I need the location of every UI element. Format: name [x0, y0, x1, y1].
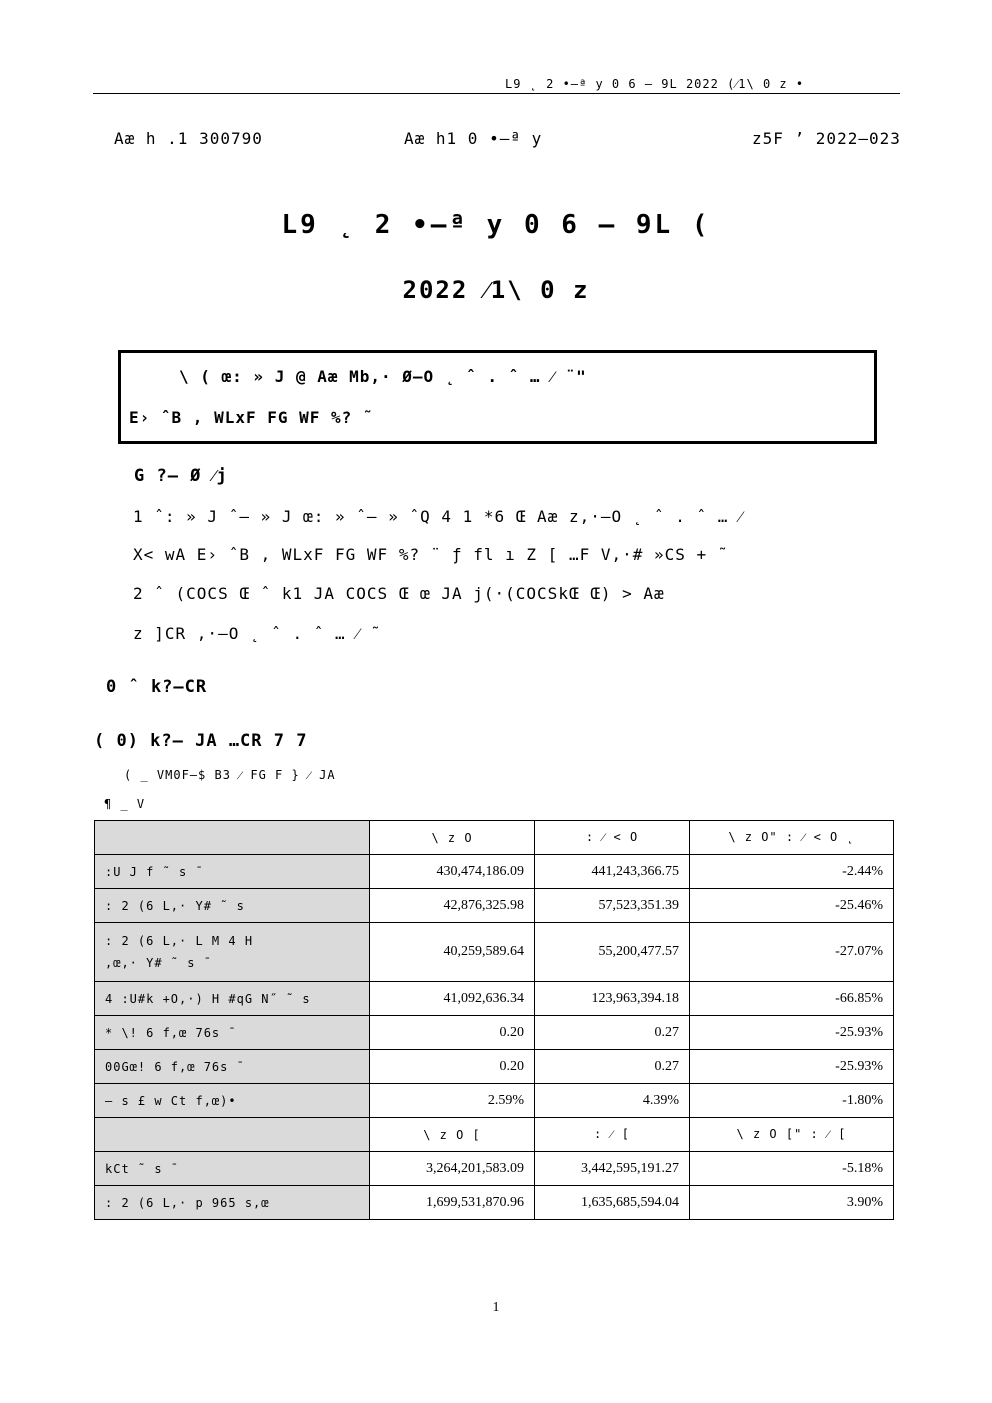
period-end-value: 3,264,201,583.09: [370, 1152, 535, 1186]
current-period-value: 41,092,636.34: [370, 982, 535, 1016]
body-line-1: 1 ˆ: » J ˆ– » J œ: » ˆ– » ˆQ 4 1 *6 Œ Aæ z,·–O ˛ ˆ . ˆ … ⁄: [133, 507, 743, 526]
header-cell: \ z O [" : ⁄ [: [690, 1118, 894, 1152]
row-label-line-1: : 2 (6 L,· L M 4 H: [105, 934, 254, 948]
body-line-2: X< wA E› ˆB , WLxF FG WF %? ¨ ƒ fl ı Z [ …F V,·# »CS + ˜: [133, 545, 729, 564]
prior-year-end-value: 3,442,595,191.27: [535, 1152, 690, 1186]
row-label: 4 :U#k +O,·) H #qG N˝ ˜ s: [95, 982, 370, 1016]
prior-period-value: 4.39%: [535, 1084, 690, 1118]
row-label: 00Gœ! 6 f,œ 76s ¯: [95, 1050, 370, 1084]
change-value: 3.90%: [690, 1186, 894, 1220]
table-row: [95, 889, 894, 923]
header-cell: \ z O" : ⁄ < O ˛: [690, 821, 894, 855]
prior-period-value: 57,523,351.39: [535, 889, 690, 923]
header-cell: [95, 821, 370, 855]
table-note: ( _ VM0F–$ B3 ⁄ FG F } ⁄ JA: [124, 768, 336, 782]
header-cell: \ z O: [370, 821, 535, 855]
table-row: [95, 1084, 894, 1118]
page-number: 1: [492, 1300, 500, 1315]
header-cell: : ⁄ [: [535, 1118, 690, 1152]
table-header-row: [95, 1118, 894, 1152]
section-heading: 0 ˆ k?–CR: [106, 677, 208, 697]
prior-period-value: 441,243,366.75: [535, 855, 690, 889]
prior-period-value: 0.27: [535, 1050, 690, 1084]
change-value: -5.18%: [690, 1152, 894, 1186]
change-value: -2.44%: [690, 855, 894, 889]
stock-abbreviation: Aæ h1 0 •–ª y: [404, 129, 543, 148]
notice-line-1: \ ( œ: » J @ Aæ Mb,· Ø–O ˛ ˆ . ˆ … ⁄ ¨": [179, 367, 587, 386]
table-row: [95, 1016, 894, 1050]
prior-period-value: 55,200,477.57: [535, 923, 690, 982]
body-line-3: 2 ˆ (COCS Œ ˆ k1 JA COCS Œ œ JA j(·(COCSkŒ Œ) > Aæ: [133, 584, 665, 603]
change-value: -25.93%: [690, 1050, 894, 1084]
body-line-4: z ]CR ,·–O ˛ ˆ . ˆ … ⁄ ˜: [133, 624, 382, 643]
table-header-row: [95, 821, 894, 855]
subsection-heading: ( 0) k?– JA …CR 7 7: [94, 731, 308, 751]
table-row: [95, 923, 894, 982]
prior-year-end-value: 1,635,685,594.04: [535, 1186, 690, 1220]
document-title: L9 ˛ 2 •–ª y 0 6 – 9L (: [281, 210, 711, 240]
row-label: * \! 6 f,œ 76s ¯: [95, 1016, 370, 1050]
unit-label: ¶ _ V: [104, 797, 146, 811]
current-period-value: 0.20: [370, 1050, 535, 1084]
row-label: – s £ w Ct f,œ)•: [95, 1084, 370, 1118]
header-cell: \ z O [: [370, 1118, 535, 1152]
stock-code: Aæ h .1 300790: [114, 129, 263, 148]
current-period-value: 430,474,186.09: [370, 855, 535, 889]
row-label: :U J f ˜ s ¯: [95, 855, 370, 889]
prior-period-value: 0.27: [535, 1016, 690, 1050]
row-label: : 2 (6 L,· p 965 s,œ: [95, 1186, 370, 1220]
table-row: [95, 855, 894, 889]
row-label: : 2 (6 L,· Y# ˜ s: [95, 889, 370, 923]
current-period-value: 0.20: [370, 1016, 535, 1050]
change-value: -25.93%: [690, 1016, 894, 1050]
current-period-value: 2.59%: [370, 1084, 535, 1118]
table-row: [95, 982, 894, 1016]
header-divider: [93, 93, 900, 94]
financial-data-table: [94, 820, 894, 1220]
prior-period-value: 123,963,394.18: [535, 982, 690, 1016]
header-cell: [95, 1118, 370, 1152]
important-heading: G ?– Ø ⁄j: [134, 466, 228, 486]
change-value: -1.80%: [690, 1084, 894, 1118]
change-value: -66.85%: [690, 982, 894, 1016]
table-row: [95, 1186, 894, 1220]
table-row: [95, 1050, 894, 1084]
current-period-value: 42,876,325.98: [370, 889, 535, 923]
document-subtitle: 2022 ⁄1\ 0 z: [402, 276, 590, 304]
notice-line-2: E› ˆB , WLxF FG WF %? ˜: [129, 408, 374, 427]
running-header: L9 ˛ 2 •–ª y 0 6 – 9L 2022 (⁄1\ 0 z •: [505, 77, 805, 91]
period-end-value: 1,699,531,870.96: [370, 1186, 535, 1220]
row-label: [95, 923, 370, 982]
notice-box: [118, 350, 877, 444]
announcement-number: z5F ’ 2022–023: [752, 129, 901, 148]
change-value: -25.46%: [690, 889, 894, 923]
row-label: kCt ˜ s ¯: [95, 1152, 370, 1186]
table-row: [95, 1152, 894, 1186]
current-period-value: 40,259,589.64: [370, 923, 535, 982]
row-label-line-2: ,œ,· Y# ˜ s ¯: [105, 956, 212, 970]
header-cell: : ⁄ < O: [535, 821, 690, 855]
change-value: -27.07%: [690, 923, 894, 982]
